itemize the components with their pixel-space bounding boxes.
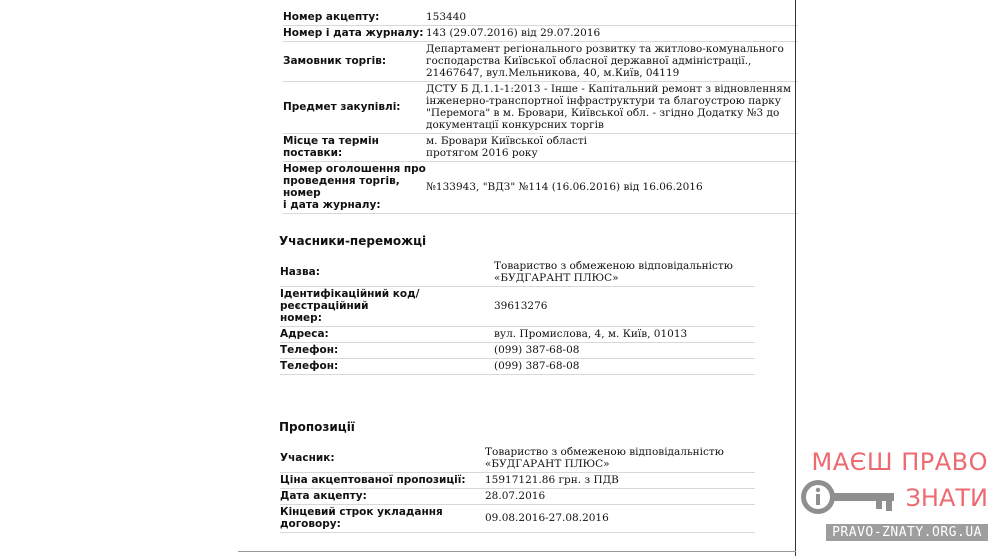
- value-line: "Перемога" в м. Бровари, Київської обл. - згідно Додатку №3 до: [426, 107, 780, 119]
- proposal-row-value: [485, 505, 755, 533]
- tender-row-value: [426, 26, 798, 42]
- value-line: ДСТУ Б Д.1.1-1:2013 - Інше - Капітальний ремонт з відновленням: [426, 83, 791, 95]
- label-line: Місце та термін: [283, 135, 379, 147]
- winner-row: [280, 343, 755, 359]
- winner-row-value: [494, 287, 755, 327]
- proposal-row: [280, 505, 755, 533]
- value-line: м. Бровари Київської області: [426, 135, 588, 147]
- label-line: Номер і дата журналу:: [283, 27, 424, 39]
- proposal-row-value: [485, 473, 755, 489]
- proposals-table: [280, 445, 755, 533]
- winner-row-label: [280, 359, 494, 375]
- tender-row-value: [426, 42, 798, 82]
- label-line: і дата журналу:: [283, 199, 381, 211]
- tender-row: [283, 82, 798, 134]
- watermark-line-1: МАЄШ ПРАВО: [811, 448, 988, 476]
- winner-row-label: [280, 259, 494, 287]
- page-right-border: [795, 0, 796, 556]
- label-line: Учасник:: [280, 452, 335, 464]
- proposal-row-label: [280, 473, 485, 489]
- tender-row: [283, 42, 798, 82]
- winners-table: [280, 259, 755, 375]
- tender-row-label: [283, 162, 426, 214]
- tender-row-value: [426, 134, 798, 162]
- value-line: (099) 387-68-08: [494, 360, 580, 372]
- winner-row-label: [280, 287, 494, 327]
- winner-row-value: [494, 359, 755, 375]
- proposal-row-label: [280, 489, 485, 505]
- value-line: 39613276: [494, 300, 548, 312]
- value-line: 143 (29.07.2016) від 29.07.2016: [426, 27, 601, 39]
- tender-row-value: [426, 10, 798, 26]
- tender-row: [283, 162, 798, 214]
- tender-row-value: [426, 82, 798, 134]
- proposal-row: [280, 489, 755, 505]
- tender-row-label: [283, 42, 426, 82]
- label-line: номер:: [280, 312, 322, 324]
- value-line: 15917121.86 грн. з ПДВ: [485, 474, 619, 486]
- tender-row: [283, 134, 798, 162]
- winner-row: [280, 359, 755, 375]
- label-line: Ідентифікаційний код/реєстраційний: [280, 288, 420, 312]
- label-line: Назва:: [280, 266, 320, 278]
- value-line: 153440: [426, 11, 467, 23]
- label-line: Адреса:: [280, 328, 329, 340]
- value-line: 28.07.2016: [485, 490, 546, 502]
- winner-row-value: [494, 327, 755, 343]
- label-line: Номер акцепту:: [283, 11, 380, 23]
- label-line: Предмет закупівлі:: [283, 101, 401, 113]
- tender-row: [283, 26, 798, 42]
- proposal-row-value: [485, 489, 755, 505]
- tender-row: [283, 10, 798, 26]
- value-line: «БУДГАРАНТ ПЛЮС»: [485, 458, 610, 470]
- document-page: [238, 0, 795, 556]
- winner-row: [280, 259, 755, 287]
- label-line: Номер оголошення про: [283, 163, 426, 175]
- label-line: Телефон:: [280, 344, 339, 356]
- tender-row-label: [283, 82, 426, 134]
- value-line: 21467647, вул.Мельникова, 40, м.Київ, 04119: [426, 67, 680, 79]
- proposal-row: [280, 473, 755, 489]
- label-line: поставки:: [283, 147, 343, 159]
- watermark-url[interactable]: PRAVO-ZNATY.ORG.UA: [826, 524, 988, 541]
- value-line: (099) 387-68-08: [494, 344, 580, 356]
- value-line: протягом 2016 року: [426, 147, 538, 159]
- value-line: документації конкурсних торгів: [426, 119, 604, 131]
- value-line: вул. Промислова, 4, м. Київ, 01013: [494, 328, 688, 340]
- winner-row-value: [494, 259, 755, 287]
- page-bottom-border: [238, 551, 796, 552]
- value-line: «БУДГАРАНТ ПЛЮС»: [494, 272, 619, 284]
- winner-row-label: [280, 327, 494, 343]
- proposal-row-label: [280, 445, 485, 473]
- winner-row: [280, 327, 755, 343]
- winner-row: [280, 287, 755, 327]
- tender-row-label: [283, 134, 426, 162]
- tender-row-value: [426, 162, 798, 214]
- label-line: проведення торгів, номер: [283, 175, 400, 199]
- label-line: Ціна акцептованої пропозиції:: [280, 474, 466, 486]
- key-info-icon: [798, 477, 898, 517]
- label-line: Замовник торгів:: [283, 55, 387, 67]
- tender-row-label: [283, 26, 426, 42]
- value-line: №133943, "ВДЗ" №114 (16.06.2016) від 16.06.2016: [426, 181, 703, 193]
- value-line: господарства Київської обласної державної адміністрації.,: [426, 55, 752, 67]
- proposal-row-value: [485, 445, 755, 473]
- proposal-row-label: [280, 505, 485, 533]
- value-line: Департамент регіонального розвитку та житлово-комунального: [426, 43, 784, 55]
- label-line: Телефон:: [280, 360, 339, 372]
- watermark-line-2: ЗНАТИ: [905, 484, 988, 512]
- tender-details-table: [283, 10, 798, 214]
- winner-row-value: [494, 343, 755, 359]
- label-line: Кінцевий строк укладання договору:: [280, 506, 443, 530]
- value-line: інженерно-транспортної інфраструктури та благоустрою парку: [426, 95, 781, 107]
- value-line: Товариство з обмеженою відповідальністю: [485, 446, 724, 458]
- value-line: Товариство з обмеженою відповідальністю: [494, 260, 733, 272]
- pravo-znaty-watermark[interactable]: [798, 445, 993, 549]
- proposals-heading: Пропозиції: [279, 420, 355, 434]
- proposal-row: [280, 445, 755, 473]
- tender-row-label: [283, 10, 426, 26]
- winner-row-label: [280, 343, 494, 359]
- label-line: Дата акцепту:: [280, 490, 367, 502]
- value-line: 09.08.2016-27.08.2016: [485, 512, 609, 524]
- winners-heading: Учасники-переможці: [279, 234, 427, 248]
